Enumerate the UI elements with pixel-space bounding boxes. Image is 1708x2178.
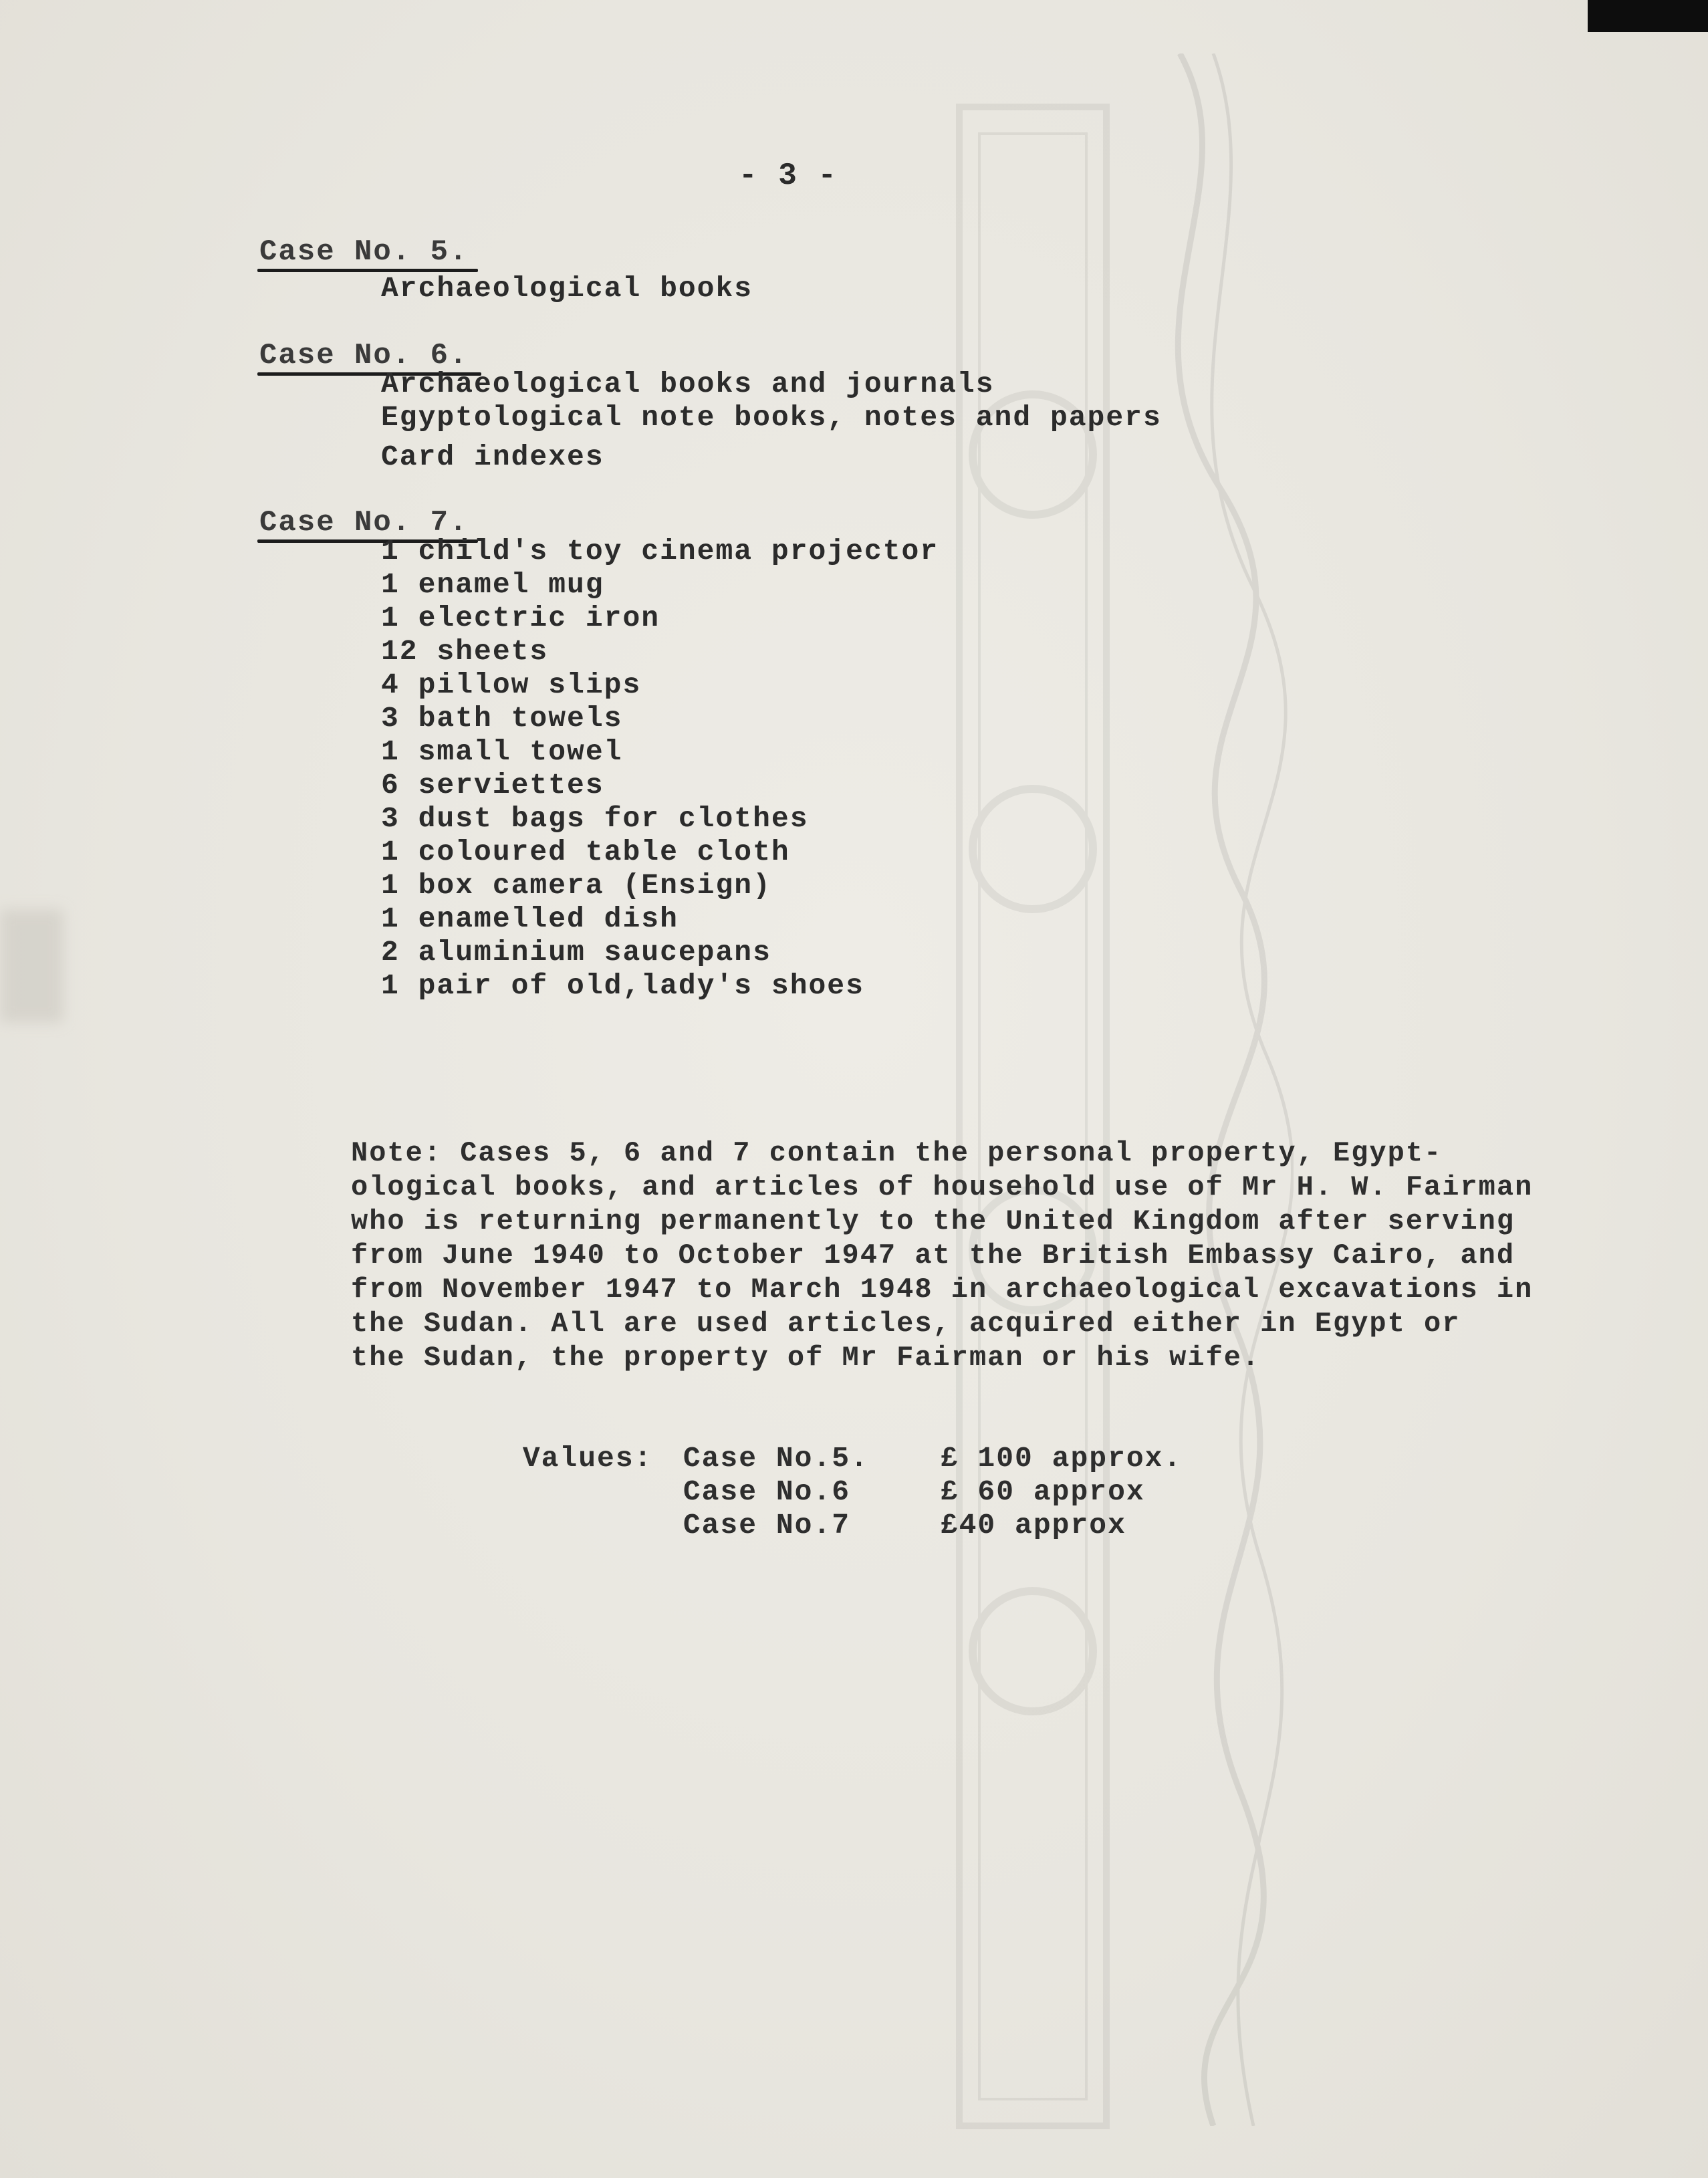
watermark-flourish (1140, 53, 1294, 2126)
list-item: 1 enamelled dish (381, 902, 679, 935)
values-table (411, 1409, 1183, 1542)
case-6-item: Card indexes (381, 441, 604, 473)
list-item: 3 dust bags for clothes (381, 802, 809, 835)
note-line: from June 1940 to October 1947 at the British Embassy Cairo, and (351, 1239, 1515, 1272)
case-5-item: Archaeological books (381, 272, 753, 305)
paper-smudge (0, 909, 64, 1023)
list-item: 1 coloured table cloth (381, 836, 790, 868)
case-6-item: Egyptological note books, notes and papers (381, 401, 1162, 434)
values-case: Case No.5. (683, 1442, 869, 1475)
list-item: 2 aluminium saucepans (381, 936, 771, 969)
case-5-heading: Case No. 5. (259, 235, 469, 269)
page-number: - 3 - (739, 158, 838, 193)
values-amount: £40 approx (940, 1509, 1126, 1542)
values-label: Values: (522, 1442, 653, 1475)
note-line: the Sudan, the property of Mr Fairman or his wife. (351, 1342, 1261, 1374)
list-item: 1 electric iron (381, 602, 660, 634)
page-corner-tab (1588, 0, 1708, 32)
note-paragraph (351, 1136, 1621, 1375)
values-amount: £ 60 approx (940, 1475, 1145, 1508)
case-6-heading: Case No. 6. (259, 339, 469, 372)
list-item: 3 bath towels (381, 702, 623, 735)
values-amount: £ 100 approx. (940, 1442, 1183, 1475)
note-line: ological books, and articles of household use of Mr H. W. Fairman (351, 1171, 1534, 1203)
note-line: from November 1947 to March 1948 in archaeological excavations in (351, 1274, 1534, 1306)
case-6-item: Archaeological books and journals (381, 368, 995, 400)
case-7-items (381, 535, 939, 1003)
list-item: 1 pair of old,lady's shoes (381, 969, 864, 1002)
list-item: 6 serviettes (381, 769, 604, 802)
note-line: the Sudan. All are used articles, acquired either in Egypt or (351, 1308, 1461, 1340)
case-7-heading: Case No. 7. (259, 506, 469, 539)
list-item: 4 pillow slips (381, 669, 642, 701)
list-item: 12 sheets (381, 635, 549, 668)
list-item: 1 small towel (381, 735, 623, 768)
list-item: 1 enamel mug (381, 568, 604, 601)
values-case: Case No.7 (683, 1509, 851, 1542)
values-row (411, 1409, 1183, 1475)
note-line: who is returning permanently to the United Kingdom after serving (351, 1205, 1515, 1237)
values-case: Case No.6 (683, 1475, 851, 1508)
list-item: 1 box camera (Ensign) (381, 869, 771, 902)
note-line: Note: Cases 5, 6 and 7 contain the personal property, Egypt- (351, 1137, 1443, 1169)
list-item: 1 child's toy cinema projector (381, 535, 939, 568)
